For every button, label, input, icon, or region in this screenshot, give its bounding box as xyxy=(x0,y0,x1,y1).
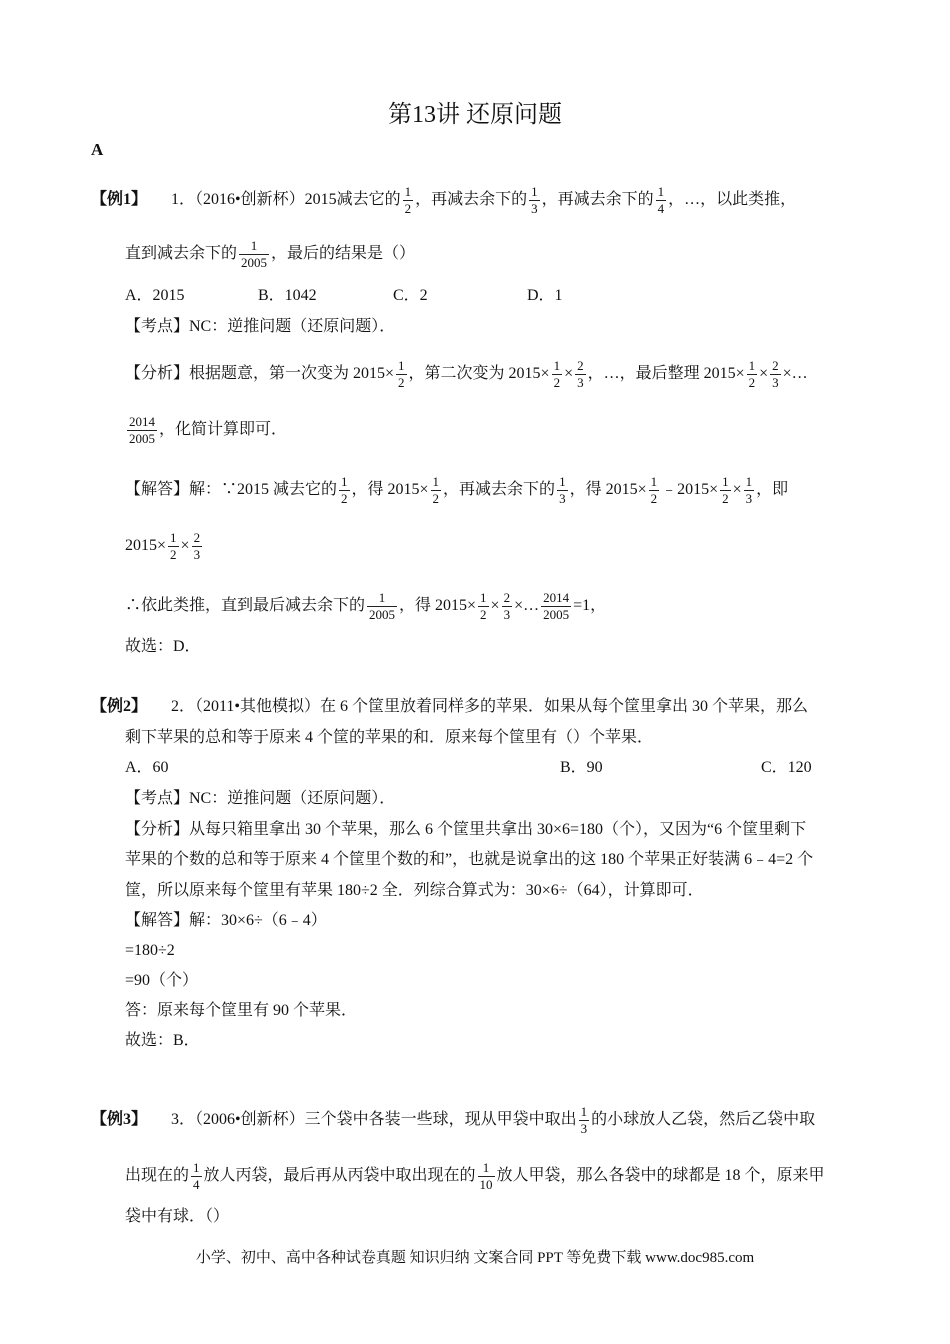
text: 的小球放人乙袋，然后乙袋中取 xyxy=(591,1111,816,1129)
text: ×… xyxy=(514,597,540,615)
example-1-question-line-1 xyxy=(91,184,796,217)
fraction: $\frac{2014}{2005}$ xyxy=(543,590,570,622)
text: ，得 2015× xyxy=(351,481,429,499)
fraction: $\frac{1}{2005}$ xyxy=(369,590,396,622)
text: 【解答】解：∵2015 减去它的 xyxy=(125,481,338,499)
example-1-choose: 故选：D． xyxy=(125,638,201,655)
fraction: $\frac{1}{2}$ xyxy=(748,358,756,390)
text: 直到减去余下的 xyxy=(125,245,238,263)
text: 出现在的 xyxy=(125,1167,190,1185)
example-3-question-line-1 xyxy=(91,1104,815,1137)
text: × xyxy=(564,365,574,383)
example-2-tag: 【例2】 xyxy=(91,698,148,715)
fraction: $\frac{2}{3}$ xyxy=(577,358,584,390)
example-2-solution-line-2: =180÷2 xyxy=(125,942,175,959)
text: 2015× xyxy=(125,537,167,555)
example-1-solution-line-2 xyxy=(125,530,204,563)
text: × xyxy=(490,597,500,615)
section-label: A xyxy=(91,140,104,159)
example-2-option-a: A．60 xyxy=(125,759,169,776)
text: =1， xyxy=(573,597,607,615)
example-2-analysis-line-3: 筐，所以原来每个筐里有苹果 180÷2 全．列综合算式为：30×6÷（64），计算即可． xyxy=(125,882,704,899)
example-1-analysis-line-2 xyxy=(125,414,287,447)
example-3-tag: 【例3】 xyxy=(91,1111,148,1129)
example-2-choose: 故选：B． xyxy=(125,1032,200,1049)
example-2-analysis-line-2: 苹果的个数的总和等于原来 4 个筐里个数的和”，也就是说拿出的这 180 个苹果正好装满 6﹣4=2 个 xyxy=(125,851,814,868)
text: × xyxy=(732,481,742,499)
fraction: $\frac{1}{4}$ xyxy=(193,1160,200,1192)
example-2-option-b: B．90 xyxy=(560,759,603,776)
example-1-option-d: D．1 xyxy=(527,287,563,304)
fraction: $\frac{2}{3}$ xyxy=(503,590,511,622)
fraction: $\frac{1}{2}$ xyxy=(432,474,440,506)
fraction: $\frac{1}{2005}$ xyxy=(241,238,268,270)
text: ，最后的结果是（） xyxy=(271,245,416,263)
page-title: 第13讲 还原问题 xyxy=(388,102,562,128)
example-2-answer: 答：原来每个筐里有 90 个苹果． xyxy=(125,1002,358,1019)
example-1-question-line-2 xyxy=(125,238,415,271)
text: ，得 2015× xyxy=(399,597,477,615)
text: 2．（2011•其他模拟）在 6 个筐里放着同样多的苹果．如果从每个筐里拿出 30 个苹果，那么 xyxy=(171,698,809,715)
example-1-solution-line-3 xyxy=(125,590,606,623)
fraction: $\frac{1}{3}$ xyxy=(580,1104,588,1136)
example-1-option-a: A．2015 xyxy=(125,287,185,304)
example-2-solution-line-1: 【解答】解：30×6÷（6﹣4） xyxy=(125,912,327,929)
text: ，…，以此类推， xyxy=(668,191,797,209)
fraction: $\frac{2}{3}$ xyxy=(772,358,779,390)
text: ∴依此类推，直到最后减去余下的 xyxy=(125,597,366,615)
example-2-question-line-1 xyxy=(91,696,808,718)
example-2-question-line-2: 剩下苹果的总和等于原来 4 个筐的苹果的和．原来每个筐里有（）个苹果． xyxy=(125,729,654,746)
text: 3．（2006•创新杯）三个袋中各装一些球，现从甲袋中取出 xyxy=(171,1111,577,1129)
example-1-solution-line-1 xyxy=(125,474,788,507)
text: ，再减去余下的 xyxy=(541,191,654,209)
example-1-analysis-line-1 xyxy=(125,358,808,391)
fraction: $\frac{1}{2}$ xyxy=(480,590,487,622)
fraction: $\frac{1}{3}$ xyxy=(745,474,753,506)
fraction: $\frac{1}{10}$ xyxy=(479,1160,493,1192)
example-2-solution-line-3: =90（个） xyxy=(125,972,199,989)
fraction: $\frac{2}{3}$ xyxy=(193,530,201,562)
text: ，化简计算即可． xyxy=(159,421,288,439)
text: × xyxy=(180,537,190,555)
example-2-option-c: C．120 xyxy=(761,759,812,776)
text: ×… xyxy=(782,365,808,383)
fraction: $\frac{1}{2}$ xyxy=(553,358,561,390)
example-3-question-line-3: 袋中有球．（） xyxy=(125,1208,230,1225)
fraction: $\frac{1}{2}$ xyxy=(650,474,658,506)
text: ，第二次变为 2015× xyxy=(408,365,550,383)
text: ，即 xyxy=(756,481,789,499)
fraction: $\frac{1}{2}$ xyxy=(404,184,412,216)
example-1-option-c: C．2 xyxy=(393,287,428,304)
footer-link[interactable]: 小学、初中、高中各种试卷真题 知识归纳 文案合同 PPT 等免费下载 www.doc985.com xyxy=(195,1250,755,1266)
text: × xyxy=(759,365,769,383)
text: ，再减去余下的 xyxy=(415,191,528,209)
fraction: $\frac{1}{4}$ xyxy=(657,184,665,216)
text: 放人丙袋，最后再从丙袋中取出现在的 xyxy=(203,1167,476,1185)
example-2-kaodian: 【考点】NC：逆推问题（还原问题）． xyxy=(125,790,396,807)
example-2-analysis-line-1: 【分析】从每只箱里拿出 30 个苹果，那么 6 个筐里共拿出 30×6=180（个），又因为“6 个筐里剩下 xyxy=(125,821,807,838)
text: 1．（2016•创新杯）2015减去它的 xyxy=(171,191,401,209)
text: 放人甲袋，那么各袋中的球都是 18 个，原来甲 xyxy=(496,1167,825,1185)
example-1-kaodian: 【考点】NC：逆推问题（还原问题）． xyxy=(125,318,396,335)
example-3-question-line-2 xyxy=(125,1160,825,1193)
text: 【分析】根据题意，第一次变为 2015× xyxy=(125,365,395,383)
fraction: $\frac{1}{3}$ xyxy=(531,184,538,216)
fraction: $\frac{1}{2}$ xyxy=(341,474,348,506)
fraction: $\frac{1}{2}$ xyxy=(722,474,729,506)
fraction: $\frac{1}{3}$ xyxy=(559,474,566,506)
fraction: $\frac{1}{2}$ xyxy=(170,530,177,562)
text: ，…，最后整理 2015× xyxy=(587,365,745,383)
text: ，再减去余下的 xyxy=(443,481,556,499)
text: ，得 2015× xyxy=(569,481,647,499)
example-1-tag: 【例1】 xyxy=(91,191,148,209)
fraction: $\frac{1}{2}$ xyxy=(398,358,405,390)
fraction: $\frac{2014}{2005}$ xyxy=(129,414,155,446)
example-1-option-b: B．1042 xyxy=(258,287,317,304)
text: ﹣2015× xyxy=(661,481,719,499)
